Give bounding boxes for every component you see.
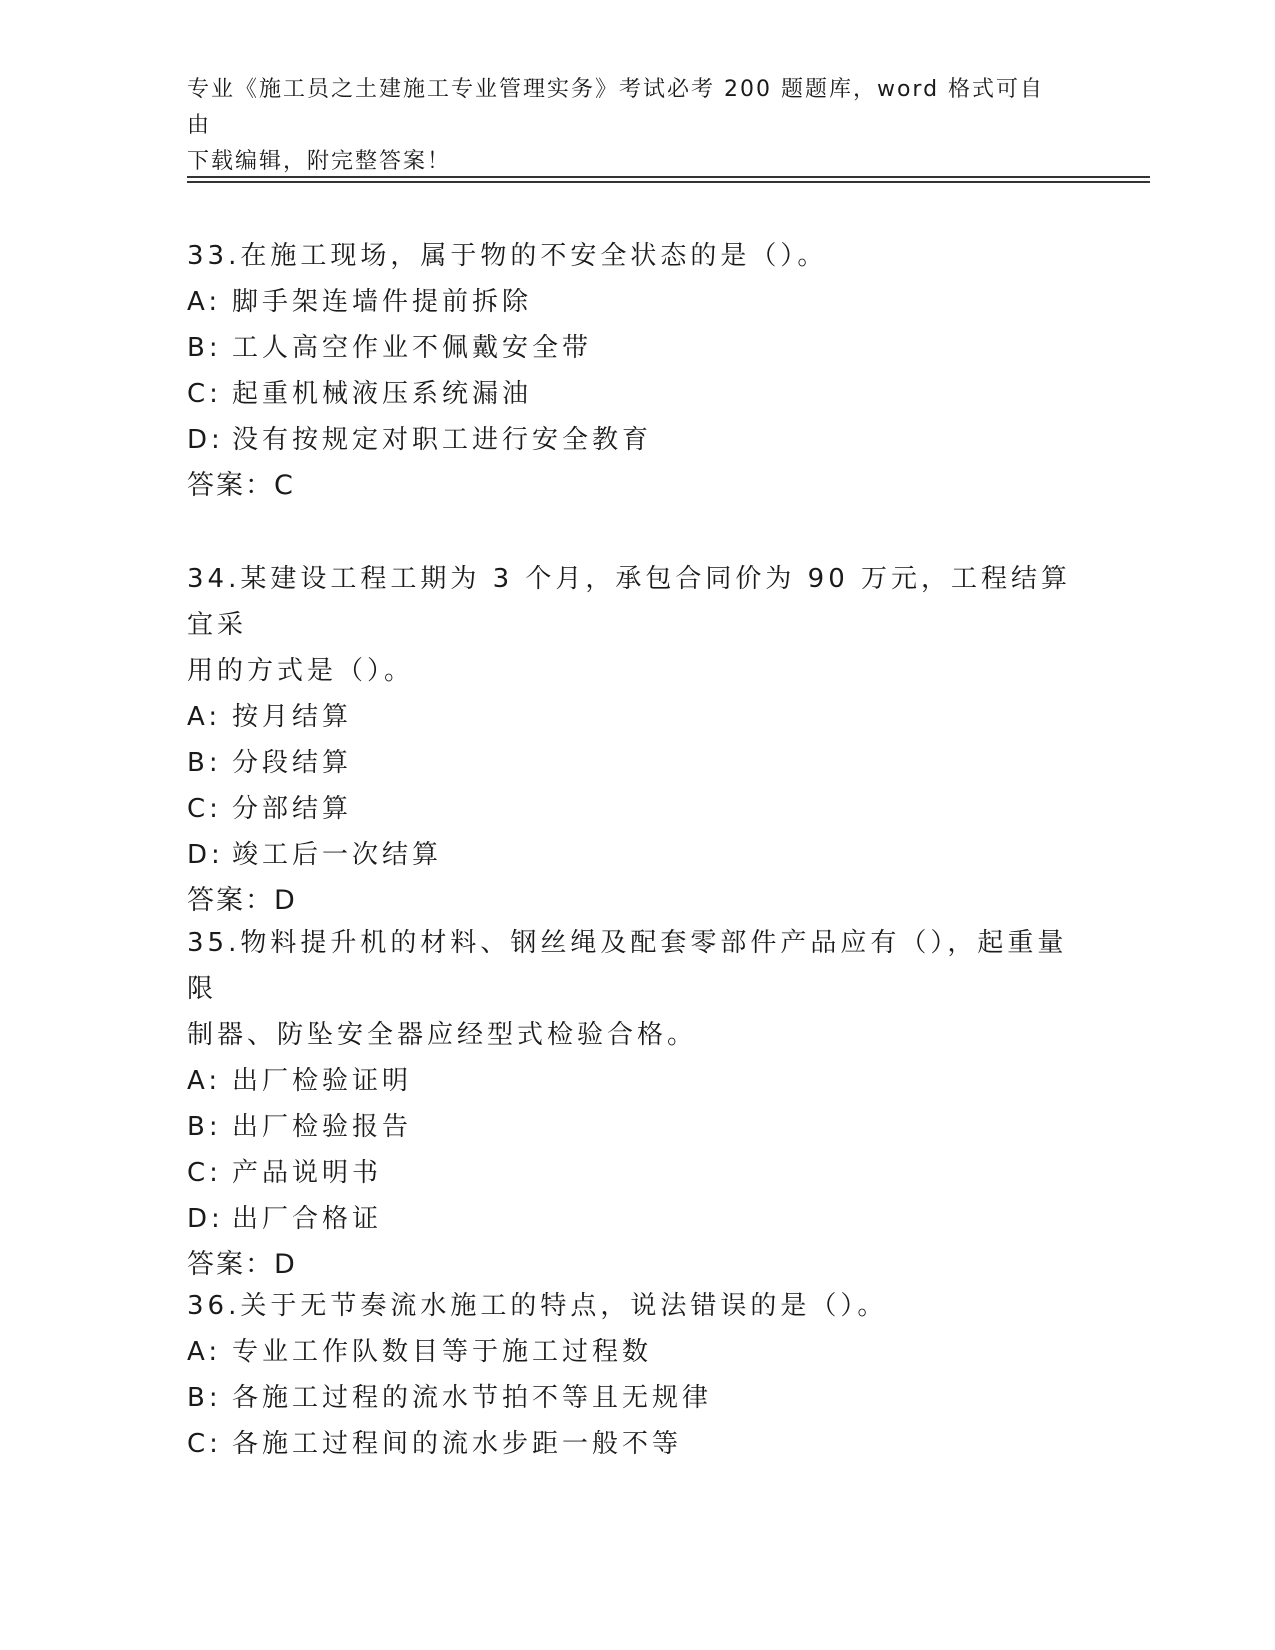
option-text: 出厂合格证 xyxy=(232,1204,383,1234)
option-d xyxy=(187,1196,1087,1242)
question-stem: 33.在施工现场，属于物的不安全状态的是（）。 xyxy=(187,241,828,271)
option-letter: A: xyxy=(187,1066,222,1096)
header-divider-top xyxy=(187,176,1150,178)
option-text: 工人高空作业不佩戴安全带 xyxy=(232,333,593,363)
question-stem: 34.某建设工程工期为 3 个月，承包合同价为 90 万元，工程结算宜采 xyxy=(187,564,1072,640)
option-letter: B: xyxy=(187,1112,222,1142)
question-stem: 35.物料提升机的材料、钢丝绳及配套零部件产品应有（），起重量限 xyxy=(187,928,1068,1004)
option-a xyxy=(187,279,1087,325)
option-letter: A: xyxy=(187,702,222,732)
option-d xyxy=(187,417,1087,463)
option-letter: C: xyxy=(187,1429,222,1459)
option-letter: D: xyxy=(187,840,224,870)
option-letter: D: xyxy=(187,1204,224,1234)
option-text: 按月结算 xyxy=(232,702,353,732)
option-letter: B: xyxy=(187,1383,222,1413)
option-b xyxy=(187,1104,1087,1150)
header-divider-bottom xyxy=(187,181,1150,183)
option-letter: C: xyxy=(187,794,222,824)
option-b xyxy=(187,1375,1087,1421)
option-text: 起重机械液压系统漏油 xyxy=(232,379,533,409)
option-a xyxy=(187,1329,1087,1375)
option-letter: A: xyxy=(187,1337,222,1367)
option-letter: B: xyxy=(187,748,222,778)
option-b xyxy=(187,325,1087,371)
option-text: 分段结算 xyxy=(232,748,353,778)
option-c xyxy=(187,786,1087,832)
option-text: 出厂检验证明 xyxy=(232,1066,413,1096)
option-text: 各施工过程的流水节拍不等且无规律 xyxy=(232,1383,713,1413)
option-letter: C: xyxy=(187,1158,222,1188)
option-a xyxy=(187,694,1087,740)
question-stem: 36.关于无节奏流水施工的特点，说法错误的是（）。 xyxy=(187,1291,888,1321)
option-text: 脚手架连墙件提前拆除 xyxy=(232,287,533,317)
header-line-2: 下载编辑，附完整答案！ xyxy=(187,149,452,174)
question-35 xyxy=(187,920,1087,1288)
option-text: 出厂检验报告 xyxy=(232,1112,413,1142)
answer-line: 答案：C xyxy=(187,470,295,501)
option-d xyxy=(187,832,1087,878)
question-34 xyxy=(187,556,1087,924)
option-b xyxy=(187,740,1087,786)
option-text: 专业工作队数目等于施工过程数 xyxy=(232,1337,653,1367)
header-line-1: 专业《施工员之土建施工专业管理实务》考试必考 200 题题库，word 格式可自由 xyxy=(187,77,1045,138)
option-letter: C: xyxy=(187,379,222,409)
question-stem-continued: 制器、防坠安全器应经型式检验合格。 xyxy=(187,1020,698,1050)
option-letter: A: xyxy=(187,287,222,317)
question-stem-continued: 用的方式是（）。 xyxy=(187,656,415,686)
option-c xyxy=(187,371,1087,417)
option-text: 竣工后一次结算 xyxy=(232,840,443,870)
option-text: 分部结算 xyxy=(232,794,353,824)
option-letter: D: xyxy=(187,425,224,455)
option-a xyxy=(187,1058,1087,1104)
option-text: 各施工过程间的流水步距一般不等 xyxy=(232,1429,683,1459)
option-text: 没有按规定对职工进行安全教育 xyxy=(232,425,653,455)
option-letter: B: xyxy=(187,333,222,363)
answer-line: 答案：D xyxy=(187,1249,297,1280)
question-36 xyxy=(187,1283,1087,1467)
option-c xyxy=(187,1421,1087,1467)
option-text: 产品说明书 xyxy=(232,1158,383,1188)
answer-line: 答案：D xyxy=(187,885,297,916)
question-33 xyxy=(187,233,1087,509)
option-c xyxy=(187,1150,1087,1196)
document-header xyxy=(187,72,1067,180)
